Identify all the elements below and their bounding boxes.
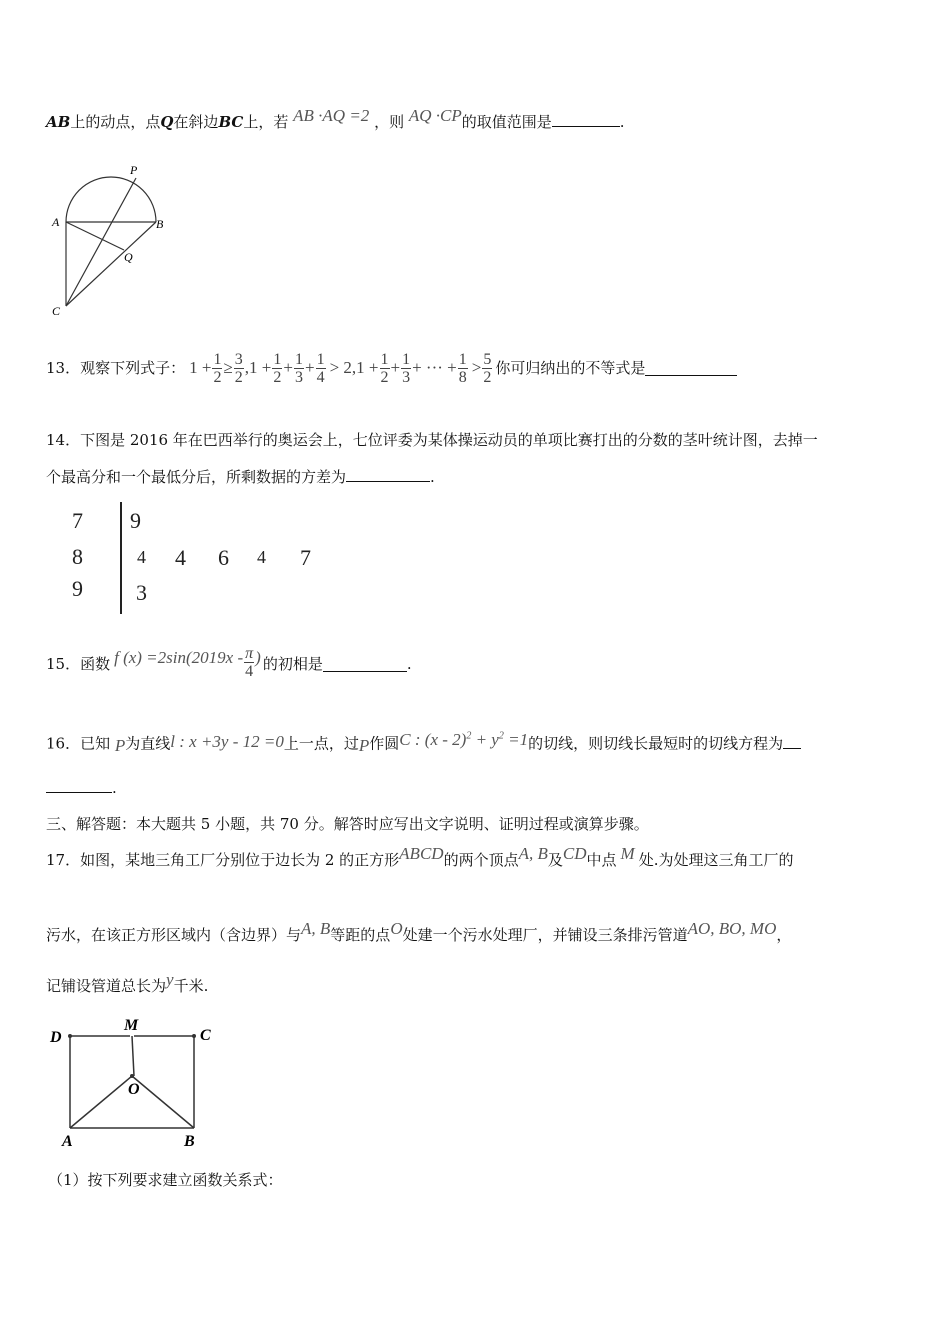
q13-line: 13．观察下列式子： 1 + $\frac{1}{2}$ ≥ $\frac{3}{2}$ ,1 + $\frac{1}{2}$ + $\frac{1}{3}$ + $\frac{1}{4}$ > 2,1 + $\frac{1}{2}$ + $\frac{1}{3}$ + ··· + $\frac{1}{8}$ > $\frac{5}{2}$ 你可归纳出的不等式是 [46, 344, 737, 392]
q17-line2: 污水，在该正方形区域内（含边界）与A, B等距的点O处建一个污水处理厂，并铺设三条排污管道AO, BO, MO， [46, 919, 792, 944]
q12-answer-blank[interactable] [552, 112, 620, 127]
leaf: 7 [300, 545, 311, 570]
stem: 9 [72, 576, 83, 601]
label-c2: C [200, 1027, 211, 1044]
q15-line: 15．函数 f (x) =2sin(2019x - $\frac{\pi}{4}$ ) 的初相是 . [46, 640, 412, 688]
segment-aq [66, 222, 124, 250]
label-m: M [124, 1017, 139, 1034]
leaf: 3 [136, 580, 147, 605]
q16-answer-blank-b[interactable] [46, 778, 112, 793]
stem: 7 [72, 508, 83, 533]
stem: 8 [72, 544, 83, 569]
q16-line-eq: l : x +3y - 12 =0 [170, 731, 284, 751]
q12-ab: AB [46, 113, 71, 131]
q14-line1: 14．下图是 2016 年在巴西举行的奥运会上，七位评委为某体操运动员的单项比赛打出的分数的茎叶统计图，去掉一 [46, 431, 818, 449]
label-o: O [128, 1081, 140, 1098]
leaf: 6 [218, 545, 229, 570]
frac-1-2: $\frac{1}{2}$ [213, 350, 222, 386]
semicircle-arc [66, 177, 156, 222]
q15-function: f (x) =2sin(2019x - [114, 648, 244, 667]
point-o [130, 1074, 134, 1078]
label-a: A [52, 215, 60, 229]
q14-answer-blank[interactable] [346, 467, 430, 482]
pipe-ao [70, 1076, 132, 1128]
q16-line: 16．已知 P为直线l : x +3y - 12 =0上一点，过P作圆C : $(x - 2)^2 + y^2 =1$的切线，则切线长最短时的切线方程为 [46, 730, 801, 754]
q16-answer-blank-a[interactable] [783, 734, 801, 749]
leaf: 4 [175, 545, 186, 570]
point-c [192, 1034, 196, 1038]
leaf: 4 [137, 547, 146, 567]
leaf: 9 [130, 508, 141, 533]
q14-line2: 个最高分和一个最低分后，所剩数据的方差为 . [46, 468, 435, 486]
q17-line1: 17．如图，某地三角工厂分别位于边长为 2 的正方形ABCD的两个顶点A, B及CD中点 M 处.为处理这三角工厂的 [46, 844, 794, 869]
segment-cp [66, 178, 136, 306]
stem-leaf-divider [120, 502, 122, 614]
label-a2: A [62, 1133, 73, 1150]
q12-condition: AB ·AQ =2 [293, 106, 370, 125]
pipe-mo [132, 1036, 134, 1076]
q13-answer-blank[interactable] [645, 361, 737, 376]
q15-answer-blank[interactable] [323, 657, 407, 672]
pipe-bo [132, 1076, 194, 1128]
point-d [68, 1034, 72, 1038]
square-figure [44, 1012, 234, 1152]
label-b2: B [184, 1133, 195, 1150]
label-p: P [130, 163, 138, 177]
section-3-heading: 三、解答题：本大题共 5 小题，共 70 分。解答时应写出文字说明、证明过程或演算步骤。 [46, 815, 649, 833]
q16-circle-eq: C : $(x - 2)^2 + y^2 =1$ [399, 729, 529, 749]
leaf: 4 [257, 547, 266, 567]
q12-line: AB上的动点，点Q在斜边BC上，若 AB ·AQ =2 ，则 AQ ·CP的取值范围是 . [46, 106, 625, 131]
label-b: B [156, 217, 164, 231]
q16-line2: . [46, 778, 117, 798]
label-c: C [52, 304, 61, 318]
semicircle-figure [44, 160, 174, 320]
label-d: D [50, 1029, 62, 1046]
stem-leaf-plot [62, 502, 362, 618]
segment-bc [66, 222, 156, 306]
label-q: Q [124, 250, 133, 264]
q17-line3: 记铺设管道总长为y千米. [46, 970, 209, 995]
q17-sub1: （1）按下列要求建立函数关系式： [48, 1171, 283, 1189]
frac-pi-4: $\frac{\pi}{4}$ [245, 644, 254, 680]
q12-expression: AQ ·CP [408, 106, 462, 125]
